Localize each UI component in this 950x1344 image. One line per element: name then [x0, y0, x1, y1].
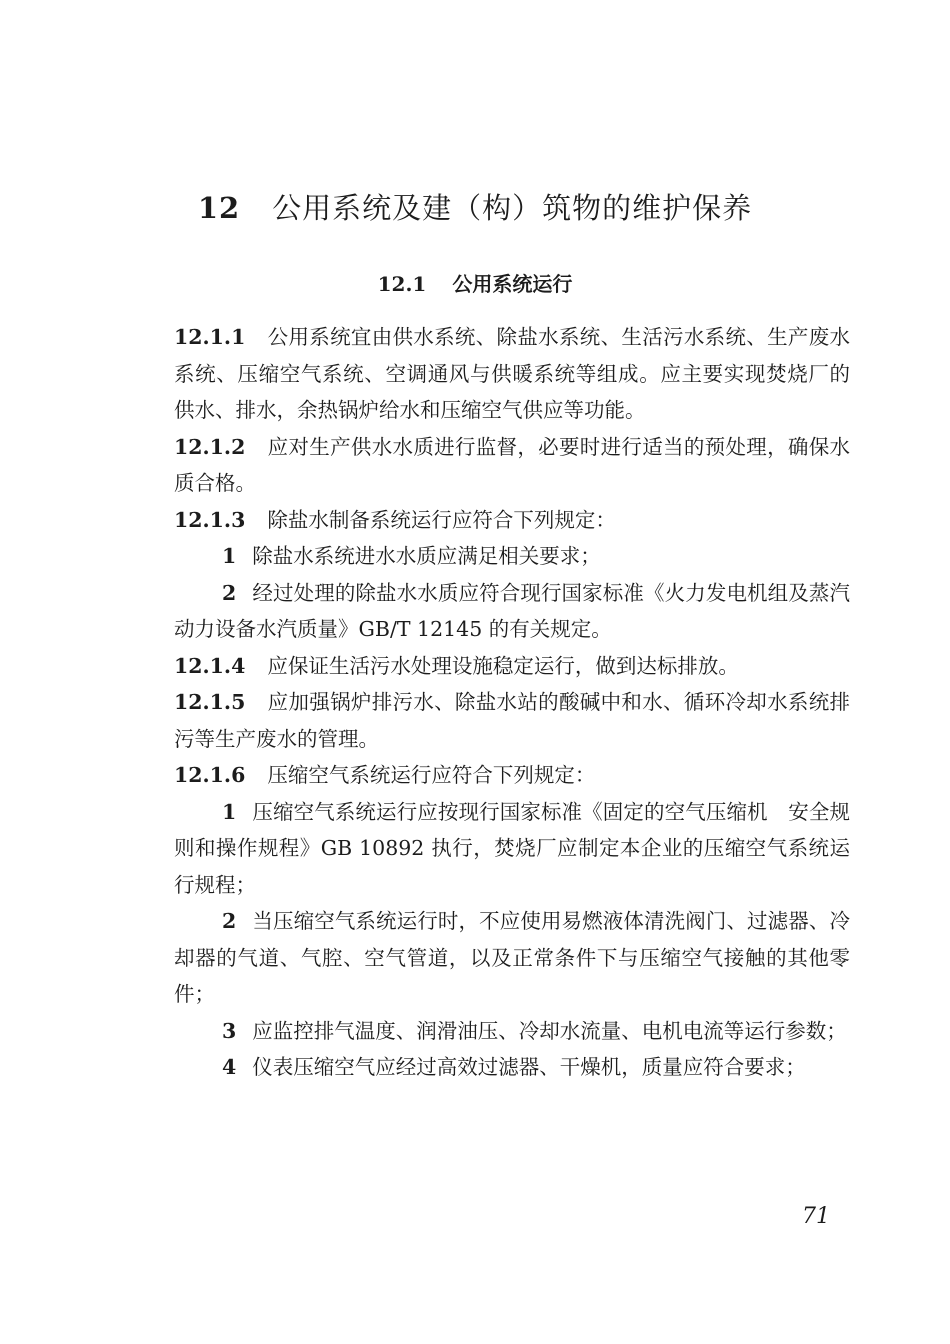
item-number: 4: [222, 1055, 237, 1079]
clause-12-1-1: [174, 319, 850, 429]
item-text: 除盐水系统进水水质应满足相关要求；: [252, 544, 601, 568]
item-text: 当压缩空气系统运行时，不应使用易燃液体清洗阀门、过滤器、冷却器的气道、气腔、空气管道，以及正常条件下与压缩空气接触的其他零件；: [174, 909, 850, 1006]
section-number: 12.1: [377, 272, 427, 296]
item-number: 1: [222, 799, 237, 824]
clause-12-1-2: [174, 429, 850, 502]
clause-item: [174, 1049, 850, 1086]
page-number: 71: [802, 1204, 830, 1229]
clause-text: 应对生产供水水质进行监督，必要时进行适当的预处理，确保水质合格。: [174, 434, 850, 495]
clause-number: 12.1.1: [174, 325, 246, 349]
clause-text: 应保证生活污水处理设施稳定运行，做到达标排放。: [267, 653, 739, 678]
section-title: [0, 268, 950, 297]
clause-12-1-3: [174, 502, 850, 539]
clause-number: 12.1.5: [174, 690, 246, 714]
clause-12-1-6: [174, 757, 850, 794]
clause-item: [174, 794, 850, 904]
clause-number: 12.1.2: [174, 434, 246, 459]
item-number: 1: [222, 544, 237, 568]
document-body: [174, 319, 850, 1086]
clause-item: [174, 903, 850, 1013]
clause-text: 应加强锅炉排污水、除盐水站的酸碱中和水、循环冷却水系统排污等生产废水的管理。: [174, 690, 850, 751]
item-text: 仪表压缩空气应经过高效过滤器、干燥机，质量应符合要求；: [252, 1055, 806, 1079]
clause-item: [174, 1013, 850, 1050]
item-text: 压缩空气系统运行应按现行国家标准《固定的空气压缩机 安全规则和操作规程》GB 10892 执行，焚烧厂应制定本企业的压缩空气系统运行规程；: [174, 799, 850, 897]
item-number: 2: [222, 580, 237, 605]
clause-text: 压缩空气系统运行应符合下列规定：: [267, 763, 596, 787]
chapter-title-text: 公用系统及建（构）筑物的维护保养: [272, 191, 753, 225]
clause-12-1-4: [174, 648, 850, 685]
clause-number: 12.1.6: [174, 763, 246, 787]
item-text: 经过处理的除盐水水质应符合现行国家标准《火力发电机组及蒸汽动力设备水汽质量》GB/T 12145 的有关规定。: [174, 580, 850, 641]
item-number: 3: [222, 1018, 237, 1043]
clause-12-1-5: [174, 684, 850, 757]
item-number: 2: [222, 909, 237, 933]
clause-number: 12.1.4: [174, 653, 246, 678]
chapter-number: 12: [197, 191, 241, 225]
clause-text: 除盐水制备系统运行应符合下列规定：: [267, 507, 616, 532]
clause-text: 公用系统宜由供水系统、除盐水系统、生活污水系统、生产废水系统、压缩空气系统、空调通风与供暖系统等组成。应主要实现焚烧厂的供水、排水，余热锅炉给水和压缩空气供应等功能。: [174, 325, 850, 422]
clause-item: [174, 575, 850, 648]
clause-number: 12.1.3: [174, 507, 246, 532]
clause-item: [174, 538, 850, 575]
item-text: 应监控排气温度、润滑油压、冷却水流量、电机电流等运行参数；: [252, 1018, 847, 1043]
chapter-title: [0, 186, 950, 227]
section-title-text: 公用系统运行: [452, 272, 573, 296]
